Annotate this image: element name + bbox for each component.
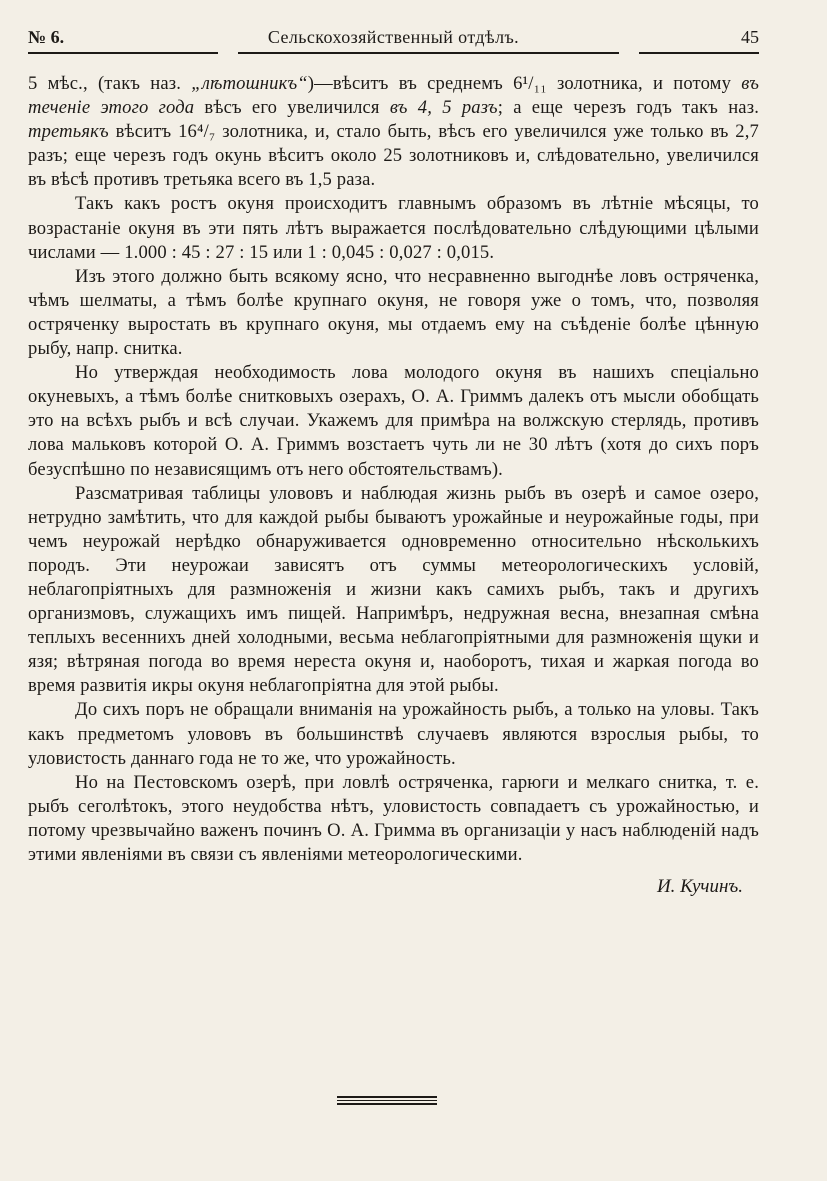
italic-run: третьякъ: [28, 121, 109, 143]
paragraph: [28, 698, 759, 770]
italic-run: „лѣтошникъ“: [191, 73, 308, 94]
paragraph: [28, 72, 759, 192]
paragraph: [28, 361, 759, 481]
text-run: Изъ этого должно быть всякому ясно, что несравненно выгоднѣе ловъ остряченка, чѣмъ шелматы, а тѣмъ болѣе крупнаго окуня, не говоря уже о томъ, что, позволяя остряченку выростать въ крупнаго окуня, мы отдаемъ ему на съѣденіе болѣе цѣнную рыбу, напр. снитка.: [28, 265, 759, 360]
header-rule: [28, 52, 759, 54]
italic-run: въ теченіе этого года: [28, 73, 759, 119]
text-run: Но на Пестовскомъ озерѣ, при ловлѣ остряченка, гарюги и мелкаго снитка, т. е. рыбъ сеголѣтокъ, этого неудобства нѣтъ, уловистость совпадаетъ съ урожайностью, и потому чрезвычайно важенъ починъ О. А. Гримма въ организаціи у насъ наблюденій надъ этими явленіями въ связи съ явленіями метеорологическими.: [28, 771, 759, 865]
page-number: 45: [741, 27, 759, 47]
text-run: Такъ какъ ростъ окуня происходитъ главнымъ образомъ въ лѣтніе мѣсяцы, то возрастаніе окуня въ эти пять лѣтъ выражается послѣдовательно слѣдующими цѣлыми числами — 1.000 : 45 : 27 : 15 или 1 : 0,045 : 0,027 : 0,015.: [28, 193, 759, 263]
text-run: До сихъ поръ не обращали вниманія на урожайность рыбъ, а только на уловы. Такъ какъ предметомъ улововъ въ большинствѣ случаевъ являются взрослыя рыбы, то уловистость даннаго года не то же, что урожайность.: [28, 699, 759, 769]
text-run: Но утверждая необходимость лова молодого окуня въ нашихъ спеціально окуневыхъ, а тѣмъ болѣе снитковыхъ озерахъ, О. А. Гриммъ далекъ отъ мысли обобщать это на всѣхъ рыбъ и всѣ случаи. Укажемъ для примѣра на волжскую стерлядь, противъ лова мальковъ которой О. А. Гриммъ возстаетъ чуть ли не 30 лѣтъ (хотя до сихъ поръ безуспѣшно по независящимъ отъ него обстоятельствамъ).: [28, 362, 759, 480]
section-title: Сельскохозяйственный отдѣлъ.: [267, 27, 520, 47]
text-run: Разсматривая таблицы улововъ и наблюдая жизнь рыбъ въ озерѣ и самое озеро, нетрудно замѣтить, что для каждой рыбы бываютъ урожайные и неурожайные годы, при чемъ неурожай нерѣдко обнаруживается одновременно относительно нѣсколькихъ породъ. Эти неурожаи зависятъ отъ суммы метеорологическихъ условій, неблагопріятныхъ для размноженія и жизни какъ самихъ рыбъ, такъ и другихъ организмовъ, служащихъ имъ пищей. Напримѣръ, недружная весна, внезапная смѣна теплыхъ весеннихъ дней холодными, весьма неблагопріятными для размноженія щуки и язя; вѣтряная погода во время нереста окуня и, наоборотъ, тихая и жаркая погода во время развитія икры окуня неблагопріятна для этой рыбы.: [28, 482, 759, 697]
author-signature: И. Кучинъ.: [656, 876, 743, 898]
text-run: 5 мѣс., (такъ наз.: [28, 73, 192, 94]
issue-number: № 6.: [28, 27, 65, 47]
paragraph: [28, 265, 759, 361]
text-run: ; а еще черезъ годъ такъ наз.: [497, 97, 759, 119]
paragraph: [28, 482, 759, 699]
italic-run: въ 4, 5 разъ: [389, 97, 498, 119]
paragraph: [28, 771, 759, 867]
end-ornament-rule: [337, 1096, 437, 1107]
text-run: вѣситъ 16⁴/₇ золотника, и, стало быть, вѣсъ его увеличился уже только въ 2,7 разъ; еще черезъ годъ окунь вѣситъ около 25 золотниковъ и, слѣдовательно, увеличился въ вѣсѣ противъ третьяка всего въ 1,5 раза.: [28, 121, 759, 191]
text-run: вѣсъ его увеличился: [194, 97, 390, 119]
running-header: [28, 26, 759, 48]
article-body: [28, 72, 759, 867]
text-run: )—вѣситъ въ среднемъ 6¹/₁₁ золотника, и потому: [307, 73, 742, 94]
paragraph: [28, 192, 759, 264]
